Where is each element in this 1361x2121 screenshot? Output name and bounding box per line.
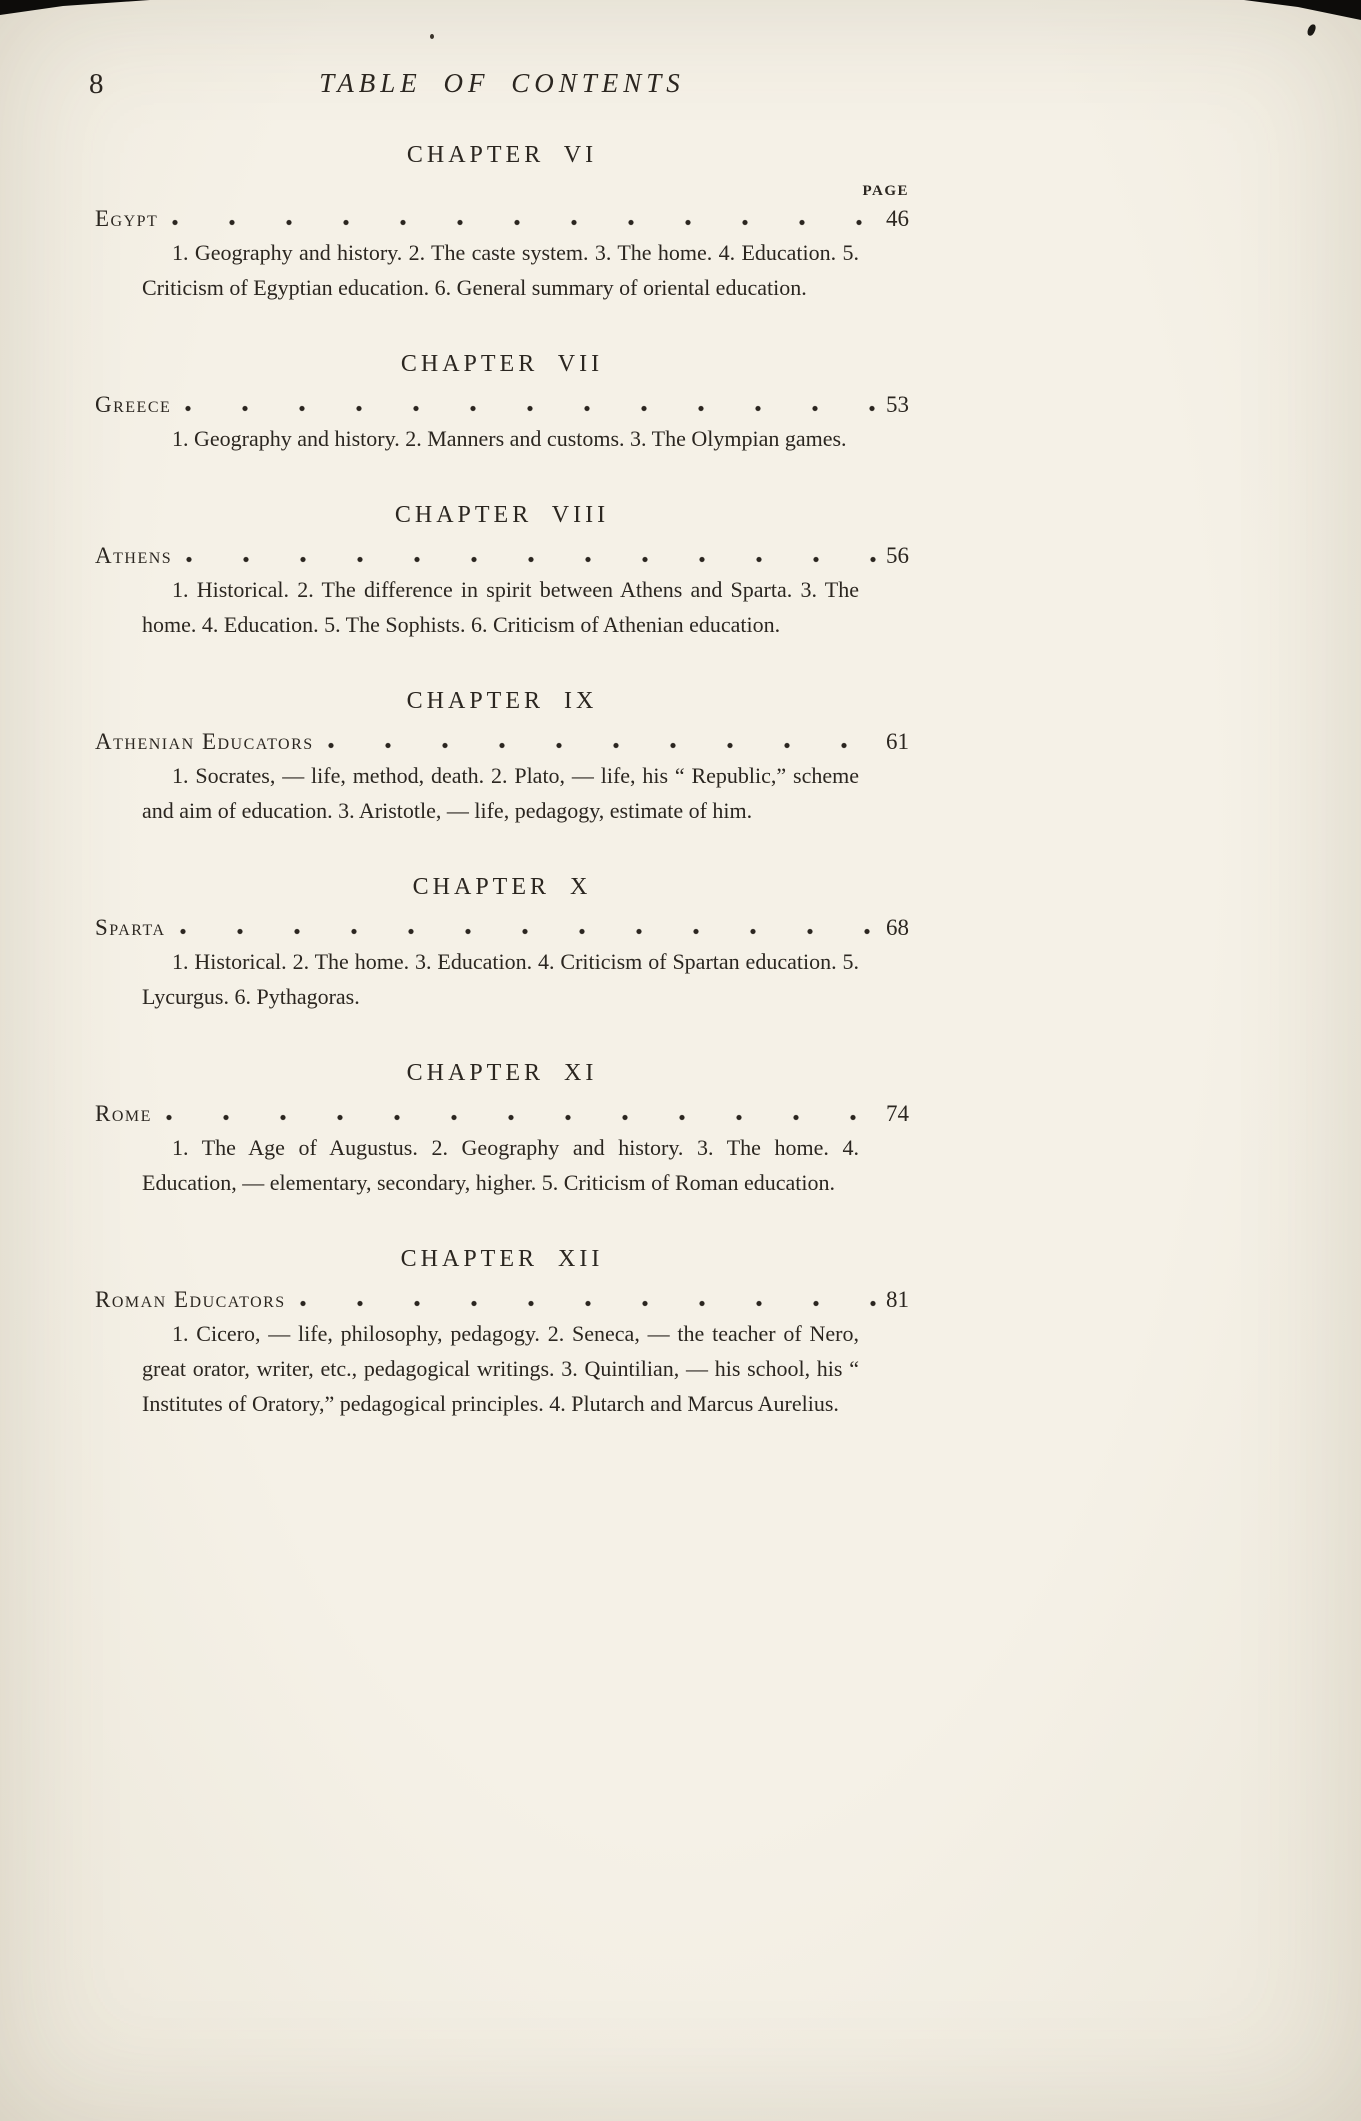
dot-leader [328, 742, 876, 749]
entry-title: Sparta [95, 915, 166, 940]
dot-leader [186, 556, 876, 563]
toc-entry [95, 1101, 909, 1127]
entry-description: 1. Historical. 2. The home. 3. Education. 4. Criticism of Spartan education. 5. Lycurgus. 6. Pythagoras. [142, 949, 859, 1009]
chapter-heading: CHAPTER IX [406, 688, 598, 714]
entry-page-number: 81 [886, 1287, 909, 1312]
toc-section-chapter-viii [95, 502, 909, 642]
scan-artifact-mark [1306, 23, 1316, 37]
chapter-heading: CHAPTER X [412, 874, 592, 900]
toc-entry [95, 392, 909, 418]
running-title: TABLE OF CONTENTS [319, 68, 685, 98]
dot-leader [180, 928, 876, 935]
dot-leader [185, 405, 876, 412]
scan-artifact-top-right [1211, 0, 1361, 20]
entry-title: Rome [95, 1101, 152, 1126]
toc-section-chapter-x [95, 874, 909, 1014]
chapter-heading: CHAPTER VII [400, 351, 604, 377]
toc-entry [95, 915, 909, 941]
page-column-label: PAGE [862, 183, 909, 199]
toc-entry [95, 1287, 909, 1313]
folio-number: 8 [89, 68, 104, 100]
scan-artifact-top-left [0, 0, 150, 15]
entry-description: 1. Socrates, — life, method, death. 2. Plato, — life, his “ Republic,” scheme and aim of education. 3. Aristotle, — life, pedagogy, estimate of him. [142, 763, 859, 823]
entry-description: 1. The Age of Augustus. 2. Geography and history. 3. The home. 4. Education, — elementary, secondary, higher. 5. Criticism of Roman education. [142, 1135, 859, 1195]
dot-leader [172, 219, 876, 226]
entry-page-number: 61 [886, 729, 909, 754]
entry-title: Athens [95, 543, 173, 568]
page-header [89, 68, 909, 112]
toc-section-chapter-ix [95, 688, 909, 828]
dot-leader [300, 1300, 876, 1307]
chapter-heading: CHAPTER VIII [394, 502, 610, 528]
entry-page-number: 68 [886, 915, 909, 940]
chapter-heading: CHAPTER XII [400, 1246, 604, 1272]
entry-title: Greece [95, 392, 172, 417]
toc-section-chapter-vi [95, 142, 909, 305]
toc-section-chapter-xii [95, 1246, 909, 1421]
toc-section-chapter-xi [95, 1060, 909, 1200]
entry-page-number: 53 [886, 392, 909, 417]
entry-page-number: 46 [886, 206, 909, 231]
entry-page-number: 56 [886, 543, 909, 568]
entry-title: Egypt [95, 206, 159, 231]
chapter-heading: CHAPTER XI [406, 1060, 598, 1086]
entry-title: Athenian Educators [95, 729, 314, 754]
entry-page-number: 74 [886, 1101, 909, 1126]
toc-section-chapter-vii [95, 351, 909, 456]
entry-title: Roman Educators [95, 1287, 286, 1312]
entry-description: 1. Geography and history. 2. Manners and customs. 3. The Olympian games. [172, 426, 847, 451]
chapter-heading: CHAPTER VI [406, 142, 598, 168]
toc-entry [95, 729, 909, 755]
entry-description: 1. Historical. 2. The difference in spirit between Athens and Sparta. 3. The home. 4. Education. 5. The Sophists. 6. Criticism of Athenian education. [142, 577, 859, 637]
page-content [89, 68, 909, 1421]
entry-description: 1. Cicero, — life, philosophy, pedagogy. 2. Seneca, — the teacher of Nero, great orator, writer, etc., pedagogical writings. 3. Quintilian, — his school, his “ Institutes of Oratory,” pedagogical principles. 4. Plutarch and Marcus Aurelius. [142, 1321, 859, 1416]
entry-description: 1. Geography and history. 2. The caste system. 3. The home. 4. Education. 5. Criticism of Egyptian education. 6. General summary of oriental education. [142, 240, 859, 300]
toc-entry [95, 543, 909, 569]
dot-leader [166, 1114, 876, 1121]
toc-entry [95, 206, 909, 232]
scan-artifact-speck [430, 34, 434, 39]
